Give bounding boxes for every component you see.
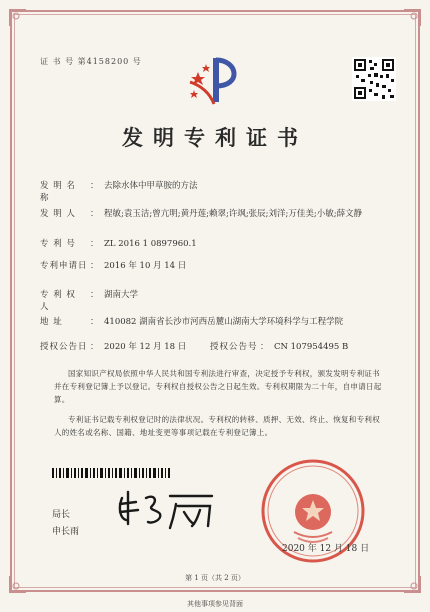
field-label: 发 明 名 称 xyxy=(40,181,76,203)
field-colon: ： xyxy=(90,239,99,249)
field-label: 专 利 号 xyxy=(40,239,76,249)
body-paragraph: 国家知识产权局依照中华人民共和国专利法进行审查，决定授予专利权，颁发发明专利证书并在专利登记簿上予以登记。专利权自授权公告之日起生效。专利权期限为二十年，自申请日起算。 xyxy=(54,369,382,404)
certificate-number: 证 书 号 第4158200 号 xyxy=(40,57,142,66)
certificate-title: 发明专利证书 xyxy=(122,125,308,150)
director-label: 局长 xyxy=(52,510,71,520)
field-colon: ： xyxy=(90,342,99,352)
director-name: 申长雨 xyxy=(52,527,80,537)
corner-ornament-icon xyxy=(402,8,422,28)
field-colon: ： xyxy=(90,317,99,327)
field-colon: ： xyxy=(260,342,269,352)
qr-code-icon xyxy=(352,57,396,101)
field-value: 湖南大学 xyxy=(104,290,139,300)
field-value: CN 107954495 B xyxy=(274,342,349,352)
field-value: 2016 年 10 月 14 日 xyxy=(104,261,187,271)
field-label: 授权公告日 xyxy=(40,342,88,352)
field-value: ZL 2016 1 0897960.1 xyxy=(104,239,197,249)
cnipa-logo-icon xyxy=(186,52,250,108)
field-value: 去除水体中甲草胺的方法 xyxy=(104,181,198,191)
field-label: 专 利 权 人 xyxy=(40,290,76,312)
field-value: 2020 年 12 月 18 日 xyxy=(104,342,187,352)
corner-ornament-icon xyxy=(8,8,28,28)
field-colon: ： xyxy=(90,261,99,271)
footer-note: 其他事项参见背面 xyxy=(187,600,243,608)
seal-date: 2020 年 12 月 18 日 xyxy=(282,544,370,554)
field-label: 地 址 xyxy=(40,317,63,327)
director-signature xyxy=(114,484,224,534)
field-label: 发 明 人 xyxy=(40,209,76,219)
body-paragraph: 专利证书记载专利权登记时的法律状况。专利权的转移、质押、无效、终止、恢复和专利权人的姓名或名称、国籍、地址变更等事项记载在专利登记簿上。 xyxy=(54,415,380,437)
field-colon: ： xyxy=(90,290,99,300)
field-colon: ： xyxy=(90,181,99,191)
field-value: 410082 湖南省长沙市河西岳麓山湖南大学环境科学与工程学院 xyxy=(104,317,344,327)
barcode-icon xyxy=(52,463,170,473)
field-label: 授权公告号 xyxy=(210,342,258,352)
page-number: 第 1 页（共 2 页） xyxy=(185,574,245,582)
field-label: 专利申请日 xyxy=(40,261,88,271)
field-value: 程敏;袁玉洁;曾亢明;黄丹莲;赖翠;许飒;张辰;刘洋;万佳美;小敏;薛文静 xyxy=(104,209,363,219)
field-colon: ： xyxy=(90,209,99,219)
